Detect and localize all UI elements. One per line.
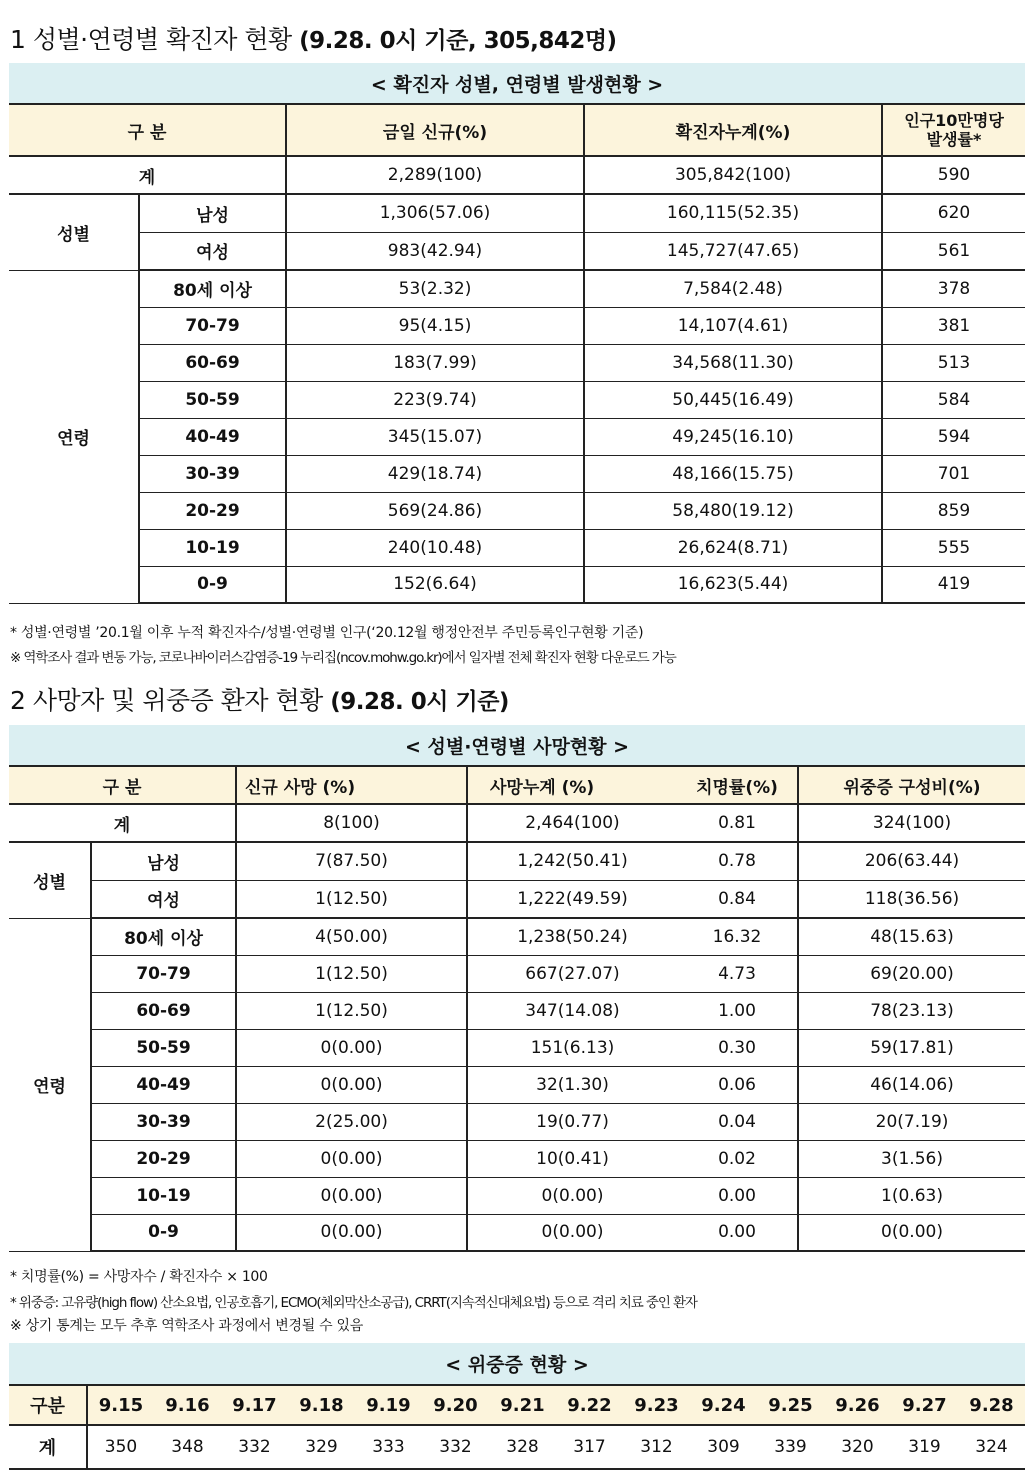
row-fatality: 1.00 (677, 992, 798, 1029)
row-fatality: 0.02 (677, 1140, 798, 1177)
severe-table-caption: < 위중증 현황 > (9, 1343, 1025, 1385)
total-cumulative: 2,464(100) (467, 804, 677, 842)
row-rate: 620 (882, 194, 1025, 232)
table-row (9, 1103, 1025, 1140)
section2-heading (10, 681, 509, 717)
gender-group-label: 성별 (9, 194, 139, 270)
table-row (9, 344, 1025, 381)
age-group-label: 연령 (9, 270, 139, 603)
row-cumulative: 48,166(15.75) (584, 455, 882, 492)
row-new: 345(15.07) (286, 418, 584, 455)
row-severe: 69(20.00) (798, 955, 1025, 992)
section2-subtitle: (9.28. 0시 기준) (330, 689, 509, 715)
row-cumulative: 0(0.00) (467, 1177, 677, 1214)
table-row (9, 1177, 1025, 1214)
date-cell: 9.18 (288, 1385, 355, 1425)
row-new: 4(50.00) (236, 918, 467, 955)
deaths-table-caption: < 성별·연령별 사망현황 > (9, 725, 1025, 766)
row-new: 240(10.48) (286, 529, 584, 566)
age-group-label: 연령 (9, 918, 91, 1251)
severe-date-row (9, 1385, 1025, 1425)
total-row (9, 156, 1025, 194)
table-row (9, 529, 1025, 566)
row-fatality: 0.06 (677, 1066, 798, 1103)
row-rate: 378 (882, 270, 1025, 307)
value-cell: 312 (623, 1425, 690, 1469)
row-rate: 859 (882, 492, 1025, 529)
table-row (9, 270, 1025, 307)
row-label: 20-29 (91, 1140, 236, 1177)
row-label: 80세 이상 (139, 270, 286, 307)
row-cumulative: 667(27.07) (467, 955, 677, 992)
row-new: 1(12.50) (236, 992, 467, 1029)
row-rate: 513 (882, 344, 1025, 381)
row-cumulative: 0(0.00) (467, 1214, 677, 1251)
row-label: 여성 (139, 232, 286, 270)
value-cell: 332 (422, 1425, 489, 1469)
value-cell: 328 (489, 1425, 556, 1469)
total-fatality: 0.81 (677, 804, 798, 842)
table-row (9, 307, 1025, 344)
row-rate: 419 (882, 566, 1025, 603)
header-category: 구 분 (9, 104, 286, 156)
row-label: 0-9 (139, 566, 286, 603)
section1-title: 1 성별·연령별 확진자 현황 (10, 25, 292, 54)
row-new: 0(0.00) (236, 1029, 467, 1066)
header-new: 금일 신규(%) (286, 104, 584, 156)
total-label: 계 (9, 156, 286, 194)
row-new: 223(9.74) (286, 381, 584, 418)
table-row (9, 455, 1025, 492)
row-rate: 701 (882, 455, 1025, 492)
date-cell: 9.16 (154, 1385, 221, 1425)
date-cell: 9.15 (87, 1385, 154, 1425)
row-new: 429(18.74) (286, 455, 584, 492)
value-cell: 350 (87, 1425, 154, 1469)
section1-note-2: ※ 역학조사 결과 변동 가능, 코로나바이러스감염증-19 누리집(ncov.mohw.go.kr)에서 일자별 전체 확진자 현황 다운로드 가능 (10, 650, 676, 666)
row-new: 0(0.00) (236, 1066, 467, 1103)
row-new: 7(87.50) (236, 842, 467, 880)
value-cell: 319 (891, 1425, 958, 1469)
row-fatality: 0.30 (677, 1029, 798, 1066)
row-cumulative: 16,623(5.44) (584, 566, 882, 603)
date-cell: 9.20 (422, 1385, 489, 1425)
row-fatality: 0.00 (677, 1177, 798, 1214)
row-cumulative: 32(1.30) (467, 1066, 677, 1103)
row-label: 0-9 (91, 1214, 236, 1251)
row-rate: 381 (882, 307, 1025, 344)
row-label: 30-39 (91, 1103, 236, 1140)
value-cell: 339 (757, 1425, 824, 1469)
row-severe: 48(15.63) (798, 918, 1025, 955)
date-cell: 9.27 (891, 1385, 958, 1425)
section2-note-3: ※ 상기 통계는 모두 추후 역학조사 과정에서 변경될 수 있음 (10, 1318, 363, 1334)
row-label: 70-79 (91, 955, 236, 992)
row-label: 50-59 (91, 1029, 236, 1066)
header-rate-line1: 인구10만명당 (904, 111, 1004, 130)
row-fatality: 0.84 (677, 880, 798, 918)
row-label: 20-29 (139, 492, 286, 529)
row-rate: 561 (882, 232, 1025, 270)
row-cumulative: 7,584(2.48) (584, 270, 882, 307)
row-new: 1(12.50) (236, 880, 467, 918)
date-cell: 9.28 (958, 1385, 1025, 1425)
row-label: 남성 (91, 842, 236, 880)
row-new: 152(6.64) (286, 566, 584, 603)
row-cumulative: 10(0.41) (467, 1140, 677, 1177)
row-cumulative: 145,727(47.65) (584, 232, 882, 270)
row-new: 0(0.00) (236, 1177, 467, 1214)
value-cell: 317 (556, 1425, 623, 1469)
row-label: 70-79 (139, 307, 286, 344)
row-rate: 584 (882, 381, 1025, 418)
row-cumulative: 151(6.13) (467, 1029, 677, 1066)
value-cell: 332 (221, 1425, 288, 1469)
row-cumulative: 1,242(50.41) (467, 842, 677, 880)
table-row (9, 1029, 1025, 1066)
value-cell: 329 (288, 1425, 355, 1469)
row-label: 40-49 (139, 418, 286, 455)
value-cell: 348 (154, 1425, 221, 1469)
row-severe: 3(1.56) (798, 1140, 1025, 1177)
total-severe: 324(100) (798, 804, 1025, 842)
value-cell: 324 (958, 1425, 1025, 1469)
date-cell: 9.17 (221, 1385, 288, 1425)
gender-group-label: 성별 (9, 842, 91, 918)
table-row (9, 194, 1025, 232)
table-row (9, 492, 1025, 529)
table-row (9, 842, 1025, 880)
table-row (9, 1066, 1025, 1103)
row-fatality: 16.32 (677, 918, 798, 955)
table-row (9, 381, 1025, 418)
table-row (9, 955, 1025, 992)
total-row (9, 804, 1025, 842)
severe-header-label: 구분 (9, 1385, 87, 1425)
row-severe: 59(17.81) (798, 1029, 1025, 1066)
row-cumulative: 19(0.77) (467, 1103, 677, 1140)
row-rate: 594 (882, 418, 1025, 455)
header-rate-line2: 발생률* (926, 130, 982, 149)
date-cell: 9.19 (355, 1385, 422, 1425)
total-new: 2,289(100) (286, 156, 584, 194)
row-new: 183(7.99) (286, 344, 584, 381)
row-new: 53(2.32) (286, 270, 584, 307)
row-cumulative: 347(14.08) (467, 992, 677, 1029)
total-new: 8(100) (236, 804, 467, 842)
severe-value-row (9, 1425, 1025, 1469)
table-row (9, 566, 1025, 603)
date-cell: 9.25 (757, 1385, 824, 1425)
table-row (9, 880, 1025, 918)
row-label: 60-69 (139, 344, 286, 381)
section1-heading (10, 20, 617, 56)
row-cumulative: 34,568(11.30) (584, 344, 882, 381)
row-new: 1,306(57.06) (286, 194, 584, 232)
row-severe: 1(0.63) (798, 1177, 1025, 1214)
header-cumulative: 확진자누계(%) (584, 104, 882, 156)
table-row (9, 992, 1025, 1029)
header-cumulative-deaths: 사망누계 (%) (467, 766, 677, 804)
row-cumulative: 26,624(8.71) (584, 529, 882, 566)
row-label: 30-39 (139, 455, 286, 492)
row-fatality: 0.00 (677, 1214, 798, 1251)
section2-title: 2 사망자 및 위중증 환자 현황 (10, 686, 323, 715)
confirmed-table (9, 63, 1025, 604)
total-rate: 590 (882, 156, 1025, 194)
row-cumulative: 50,445(16.49) (584, 381, 882, 418)
row-cumulative: 49,245(16.10) (584, 418, 882, 455)
row-label: 50-59 (139, 381, 286, 418)
row-label: 10-19 (91, 1177, 236, 1214)
row-fatality: 0.04 (677, 1103, 798, 1140)
row-new: 2(25.00) (236, 1103, 467, 1140)
header-rate (882, 104, 1025, 156)
table-row (9, 918, 1025, 955)
row-cumulative: 14,107(4.61) (584, 307, 882, 344)
row-severe: 78(23.13) (798, 992, 1025, 1029)
total-cumulative: 305,842(100) (584, 156, 882, 194)
row-label: 남성 (139, 194, 286, 232)
header-severe: 위중증 구성비(%) (798, 766, 1025, 804)
row-new: 1(12.50) (236, 955, 467, 992)
row-cumulative: 1,238(50.24) (467, 918, 677, 955)
row-severe: 46(14.06) (798, 1066, 1025, 1103)
row-new: 95(4.15) (286, 307, 584, 344)
row-new: 569(24.86) (286, 492, 584, 529)
row-new: 0(0.00) (236, 1140, 467, 1177)
date-cell: 9.22 (556, 1385, 623, 1425)
date-cell: 9.26 (824, 1385, 891, 1425)
row-label: 여성 (91, 880, 236, 918)
table-row (9, 1140, 1025, 1177)
row-new: 983(42.94) (286, 232, 584, 270)
row-label: 10-19 (139, 529, 286, 566)
date-cell: 9.21 (489, 1385, 556, 1425)
section2-note-1: * 치명률(%) = 사망자수 / 확진자수 × 100 (10, 1269, 268, 1285)
table-row (9, 1214, 1025, 1251)
header-new-deaths: 신규 사망 (%) (236, 766, 467, 804)
row-label: 60-69 (91, 992, 236, 1029)
row-fatality: 4.73 (677, 955, 798, 992)
date-cell: 9.23 (623, 1385, 690, 1425)
header-fatality: 치명률(%) (677, 766, 798, 804)
row-severe: 20(7.19) (798, 1103, 1025, 1140)
row-cumulative: 1,222(49.59) (467, 880, 677, 918)
severe-row-label: 계 (9, 1425, 87, 1469)
row-cumulative: 160,115(52.35) (584, 194, 882, 232)
section1-subtitle: (9.28. 0시 기준, 305,842명) (299, 28, 617, 54)
total-label: 계 (9, 804, 236, 842)
header-category: 구 분 (9, 766, 236, 804)
row-severe: 0(0.00) (798, 1214, 1025, 1251)
confirmed-table-caption: < 확진자 성별, 연령별 발생현황 > (9, 63, 1025, 104)
value-cell: 309 (690, 1425, 757, 1469)
row-label: 80세 이상 (91, 918, 236, 955)
row-new: 0(0.00) (236, 1214, 467, 1251)
table-row (9, 418, 1025, 455)
row-severe: 206(63.44) (798, 842, 1025, 880)
date-cell: 9.24 (690, 1385, 757, 1425)
row-rate: 555 (882, 529, 1025, 566)
section2-note-2: * 위중증: 고유량(high flow) 산소요법, 인공호흡기, ECMO(체외막산소공급), CRRT(지속적신대체요법) 등으로 격리 치료 중인 환자 (10, 1295, 697, 1311)
value-cell: 320 (824, 1425, 891, 1469)
row-fatality: 0.78 (677, 842, 798, 880)
value-cell: 333 (355, 1425, 422, 1469)
table-row (9, 232, 1025, 270)
row-cumulative: 58,480(19.12) (584, 492, 882, 529)
deaths-table (9, 725, 1025, 1252)
severe-table (9, 1343, 1025, 1470)
section1-note-1: * 성별·연령별 ’20.1월 이후 누적 확진자수/성별·연령별 인구(‘20.12월 행정안전부 주민등록인구현황 기준) (10, 625, 644, 641)
row-severe: 118(36.56) (798, 880, 1025, 918)
row-label: 40-49 (91, 1066, 236, 1103)
